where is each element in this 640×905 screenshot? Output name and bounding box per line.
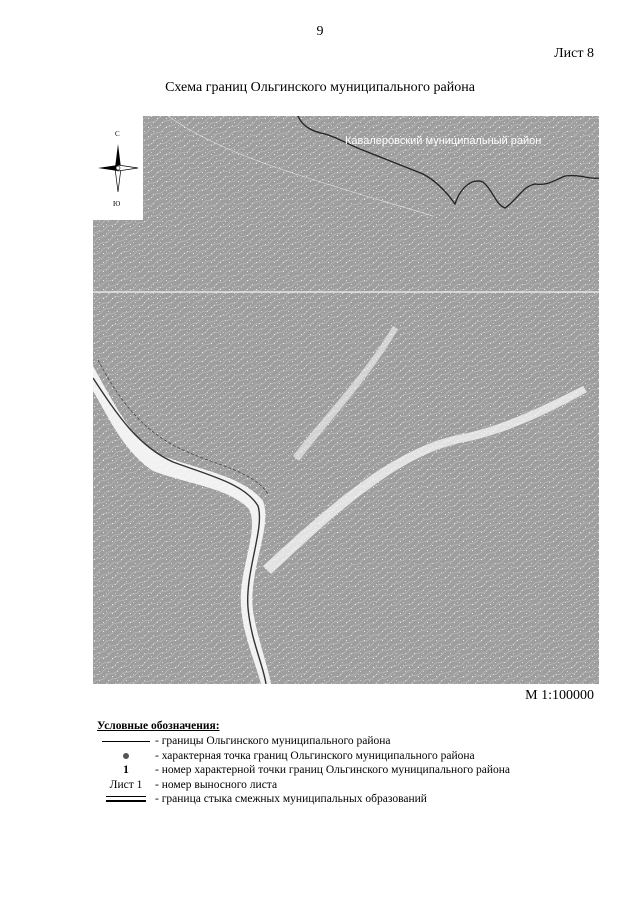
legend-text: - границы Ольгинского муниципального района — [155, 735, 391, 748]
compass-arrow-east — [118, 165, 138, 171]
legend-item-boundary — [97, 734, 597, 749]
point-number-symbol: 1 — [123, 764, 129, 777]
compass-north-label: С — [115, 130, 120, 138]
scale-label: М 1:100000 — [525, 688, 594, 703]
page-number: 9 — [316, 24, 324, 39]
terrain-svg — [93, 116, 599, 684]
compass-svg — [93, 116, 143, 220]
boundary-line-symbol — [102, 741, 150, 742]
map-title: Схема границ Ольгинского муниципального района — [165, 80, 475, 95]
legend — [97, 720, 597, 807]
legend-title: Условные обозначения: — [97, 720, 220, 732]
junction-line-symbol — [106, 796, 146, 802]
compass-rose — [93, 116, 143, 220]
legend-item-junction — [97, 792, 597, 807]
sheet-label: Лист 8 — [554, 46, 594, 61]
compass-arrow-south — [115, 168, 121, 192]
legend-item-sheet — [97, 778, 597, 793]
compass-south-label: Ю — [113, 200, 121, 208]
legend-text: - характерная точка границ Ольгинского муниципального района — [155, 749, 475, 762]
compass-arrow-west — [98, 165, 118, 171]
compass-arrow-north — [115, 144, 121, 168]
topographic-map — [93, 116, 599, 684]
sheet-number-symbol: Лист 1 — [109, 778, 143, 791]
legend-item-point-number — [97, 763, 597, 778]
compass-center — [116, 166, 120, 170]
legend-item-point — [97, 749, 597, 764]
legend-text: - номер выносного листа — [155, 778, 278, 791]
legend-text: - граница стыка смежных муниципальных образований — [155, 793, 427, 806]
point-dot-symbol — [123, 753, 129, 759]
district-label: Кавалеровский муниципальный район — [345, 135, 542, 147]
legend-text: - номер характерной точки границ Ольгинского муниципального района — [155, 764, 511, 777]
